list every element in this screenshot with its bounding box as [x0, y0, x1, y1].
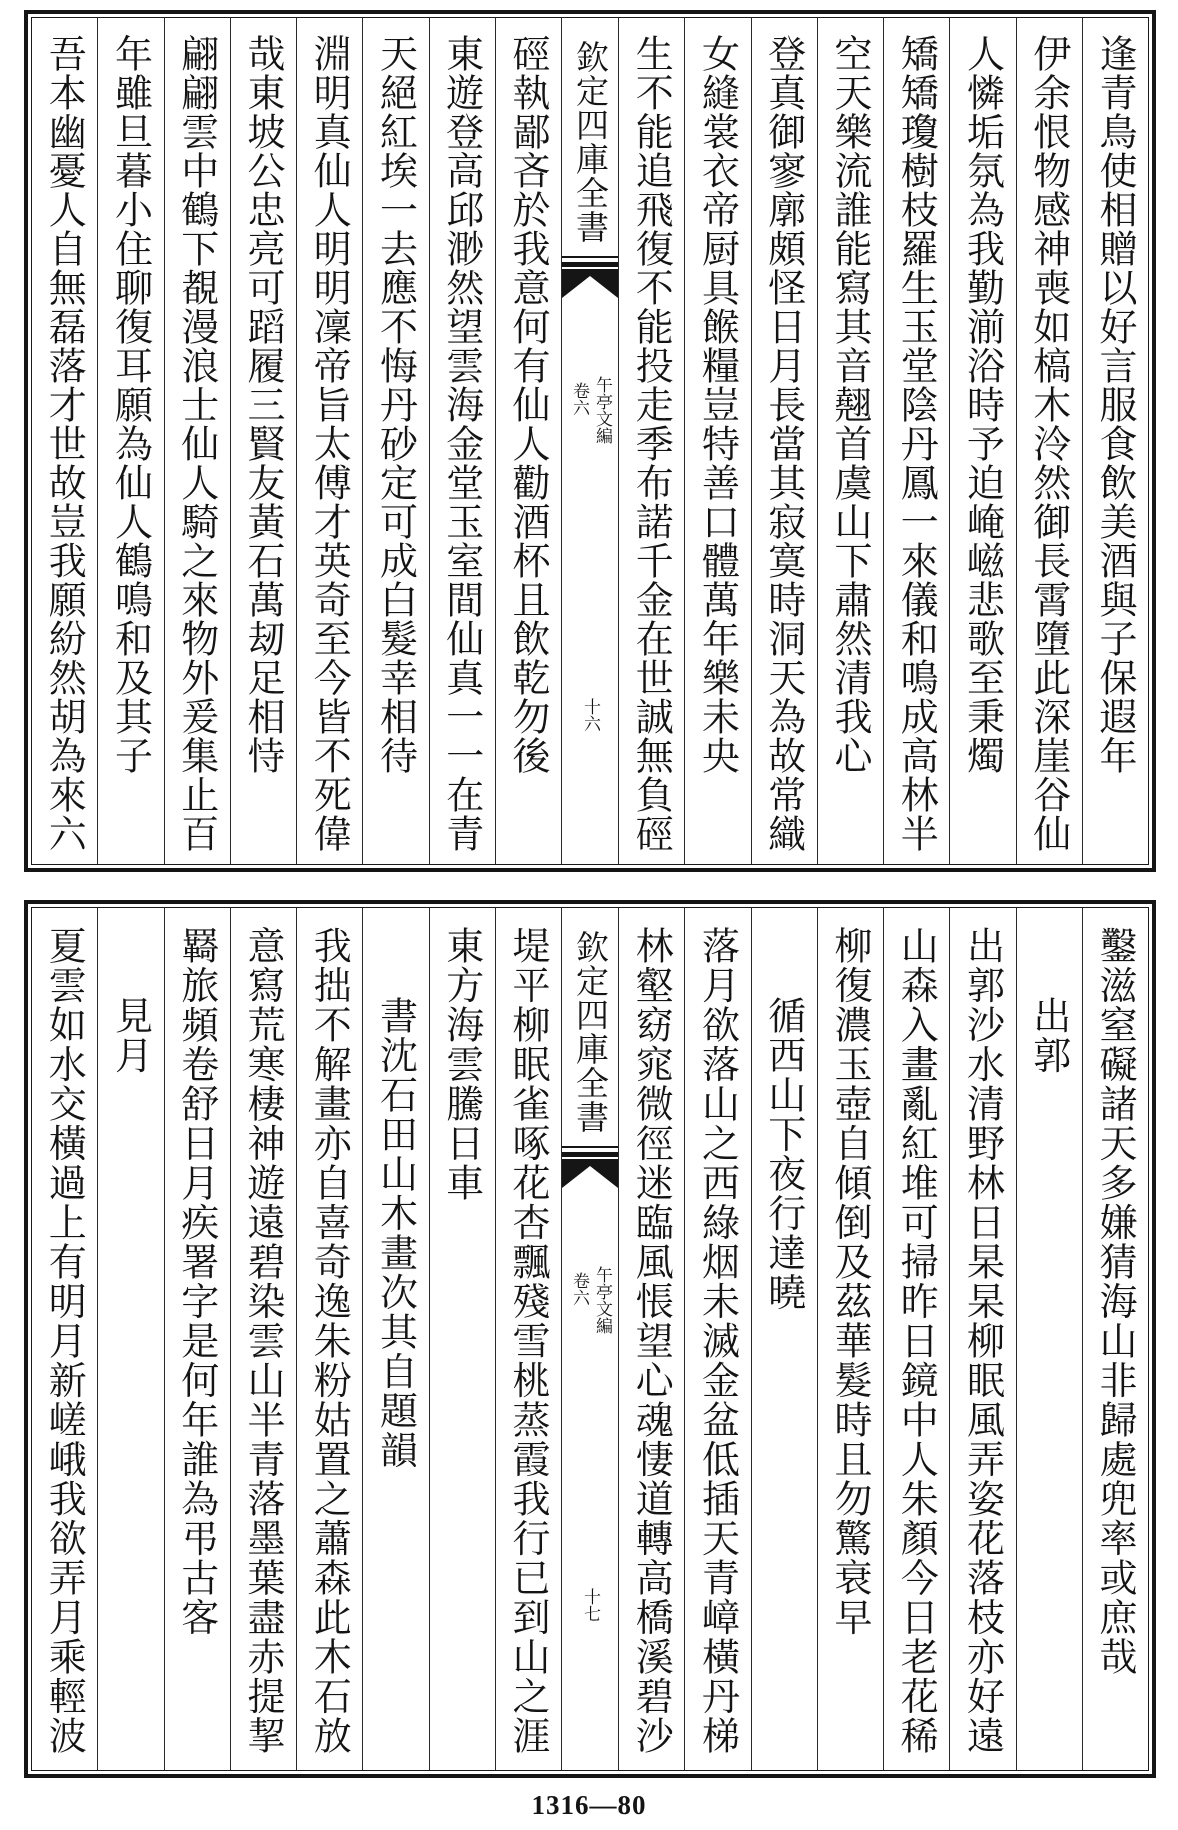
text-column: 東方海雲騰日車 — [429, 908, 495, 1770]
text-column: 硜執鄙吝於我意何有仙人勸酒杯且飲乾勿後 — [495, 18, 561, 864]
poem-title-column: 出郭 — [1016, 908, 1082, 1770]
collection-title: 欽定四庫全書 — [571, 40, 610, 244]
leaf-number: 十六 — [580, 698, 600, 732]
text-columns — [32, 18, 1148, 864]
volume-label: 卷六 — [569, 1272, 589, 1306]
text-column: 柳復濃玉壺自傾倒及茲華髮時且勿驚衰早 — [817, 908, 883, 1770]
poem-title-column: 書沈石田山木畫次其自題韻 — [362, 908, 428, 1770]
text-column: 夏雲如水交橫過上有明月新嵯峨我欲弄月乘輕波 — [42, 926, 87, 1756]
text-column: 翩翩雲中鶴下覩漫浪士仙人騎之來物外爰集止百 — [164, 18, 230, 864]
text-column: 吾本幽憂人自無磊落才世故豈我願紛然胡為來六 — [42, 34, 87, 853]
fold-center-column — [561, 18, 618, 864]
text-columns — [32, 908, 1148, 1770]
text-column: 羇旅頻卷舒日月疾署字是何年誰為弔古客 — [164, 908, 230, 1770]
page-code: 1316—80 — [531, 1790, 647, 1820]
fold-center-column — [561, 908, 618, 1770]
bottom-leaf — [24, 900, 1156, 1778]
top-leaf — [24, 10, 1156, 872]
text-column: 登真御寥廓頗怪日月長當其寂寞時洞天為故常織 — [751, 18, 817, 864]
leaf-inner-border — [31, 907, 1149, 1771]
text-column: 林壑窈窕微徑迷臨風悵望心魂悽道轉高橋溪碧沙 — [618, 908, 684, 1770]
text-column: 鑿滋窒礙諸天多嫌猜海山非歸處兜率或庶哉 — [1082, 908, 1148, 1770]
leaf-inner-border — [31, 17, 1149, 865]
text-column: 空天樂流誰能寫其音翹首虞山下肅然清我心 — [817, 18, 883, 864]
book-title: 午亭文編 — [592, 1266, 612, 1334]
text-column: 哉東坡公忠亮可蹈履三賢友黃石萬刼足相恃 — [230, 18, 296, 864]
volume-label: 卷六 — [569, 382, 589, 416]
text-column: 出郭沙水清野林日杲杲柳眠風弄姿花落枝亦好遠 — [949, 908, 1015, 1770]
fishtail-ornament-icon — [562, 256, 618, 302]
poem-title-column: 循西山下夜行達曉 — [751, 908, 817, 1770]
text-column: 山森入畫亂紅堆可掃昨日鏡中人朱顏今日老花稀 — [883, 908, 949, 1770]
text-column: 意寫荒寒棲神遊遠碧染雲山半青落墨葉盡赤提挈 — [230, 908, 296, 1770]
fishtail-ornament-icon — [562, 1146, 618, 1192]
text-column: 人憐垢氛為我勤湔浴時予迫崦嵫悲歌至秉燭 — [949, 18, 1015, 864]
text-column: 淵明真仙人明明凜帝旨太傅才英奇至今皆不死偉 — [296, 18, 362, 864]
text-column: 堤平柳眠雀啄花杏飄殘雪桃蒸霞我行已到山之涯 — [495, 908, 561, 1770]
book-title: 午亭文編 — [592, 376, 612, 444]
text-column: 生不能追飛復不能投走季布諾千金在世誠無負硜 — [618, 18, 684, 864]
text-column: 年雖旦暮小住聊復耳願為仙人鶴鳴和及其子 — [97, 18, 163, 864]
text-column: 東遊登高邱渺然望雲海金堂玉室間仙真一一在青 — [429, 18, 495, 864]
text-column: 矯矯瓊樹枝羅生玉堂陰丹鳳一來儀和鳴成高林半 — [883, 18, 949, 864]
poem-title-column: 見月 — [97, 908, 163, 1770]
leaf-number: 十七 — [580, 1588, 600, 1622]
collection-title: 欽定四庫全書 — [571, 930, 610, 1134]
text-column: 女縫裳衣帝厨具餱糧豈特善口體萬年樂未央 — [684, 18, 750, 864]
text-column: 天絕紅埃一去應不悔丹砂定可成白髮幸相待 — [362, 18, 428, 864]
text-column: 落月欲落山之西綠烟未滅金盆低插天青嶂橫丹梯 — [684, 908, 750, 1770]
text-column: 我拙不解畫亦自喜奇逸朱粉姑置之蕭森此木石放 — [296, 908, 362, 1770]
text-column: 逢青鳥使相贈以好言服食飲美酒與子保遐年 — [1082, 18, 1148, 864]
text-column: 伊余恨物感神喪如槁木泠然御長霄墮此深崖谷仙 — [1016, 18, 1082, 864]
